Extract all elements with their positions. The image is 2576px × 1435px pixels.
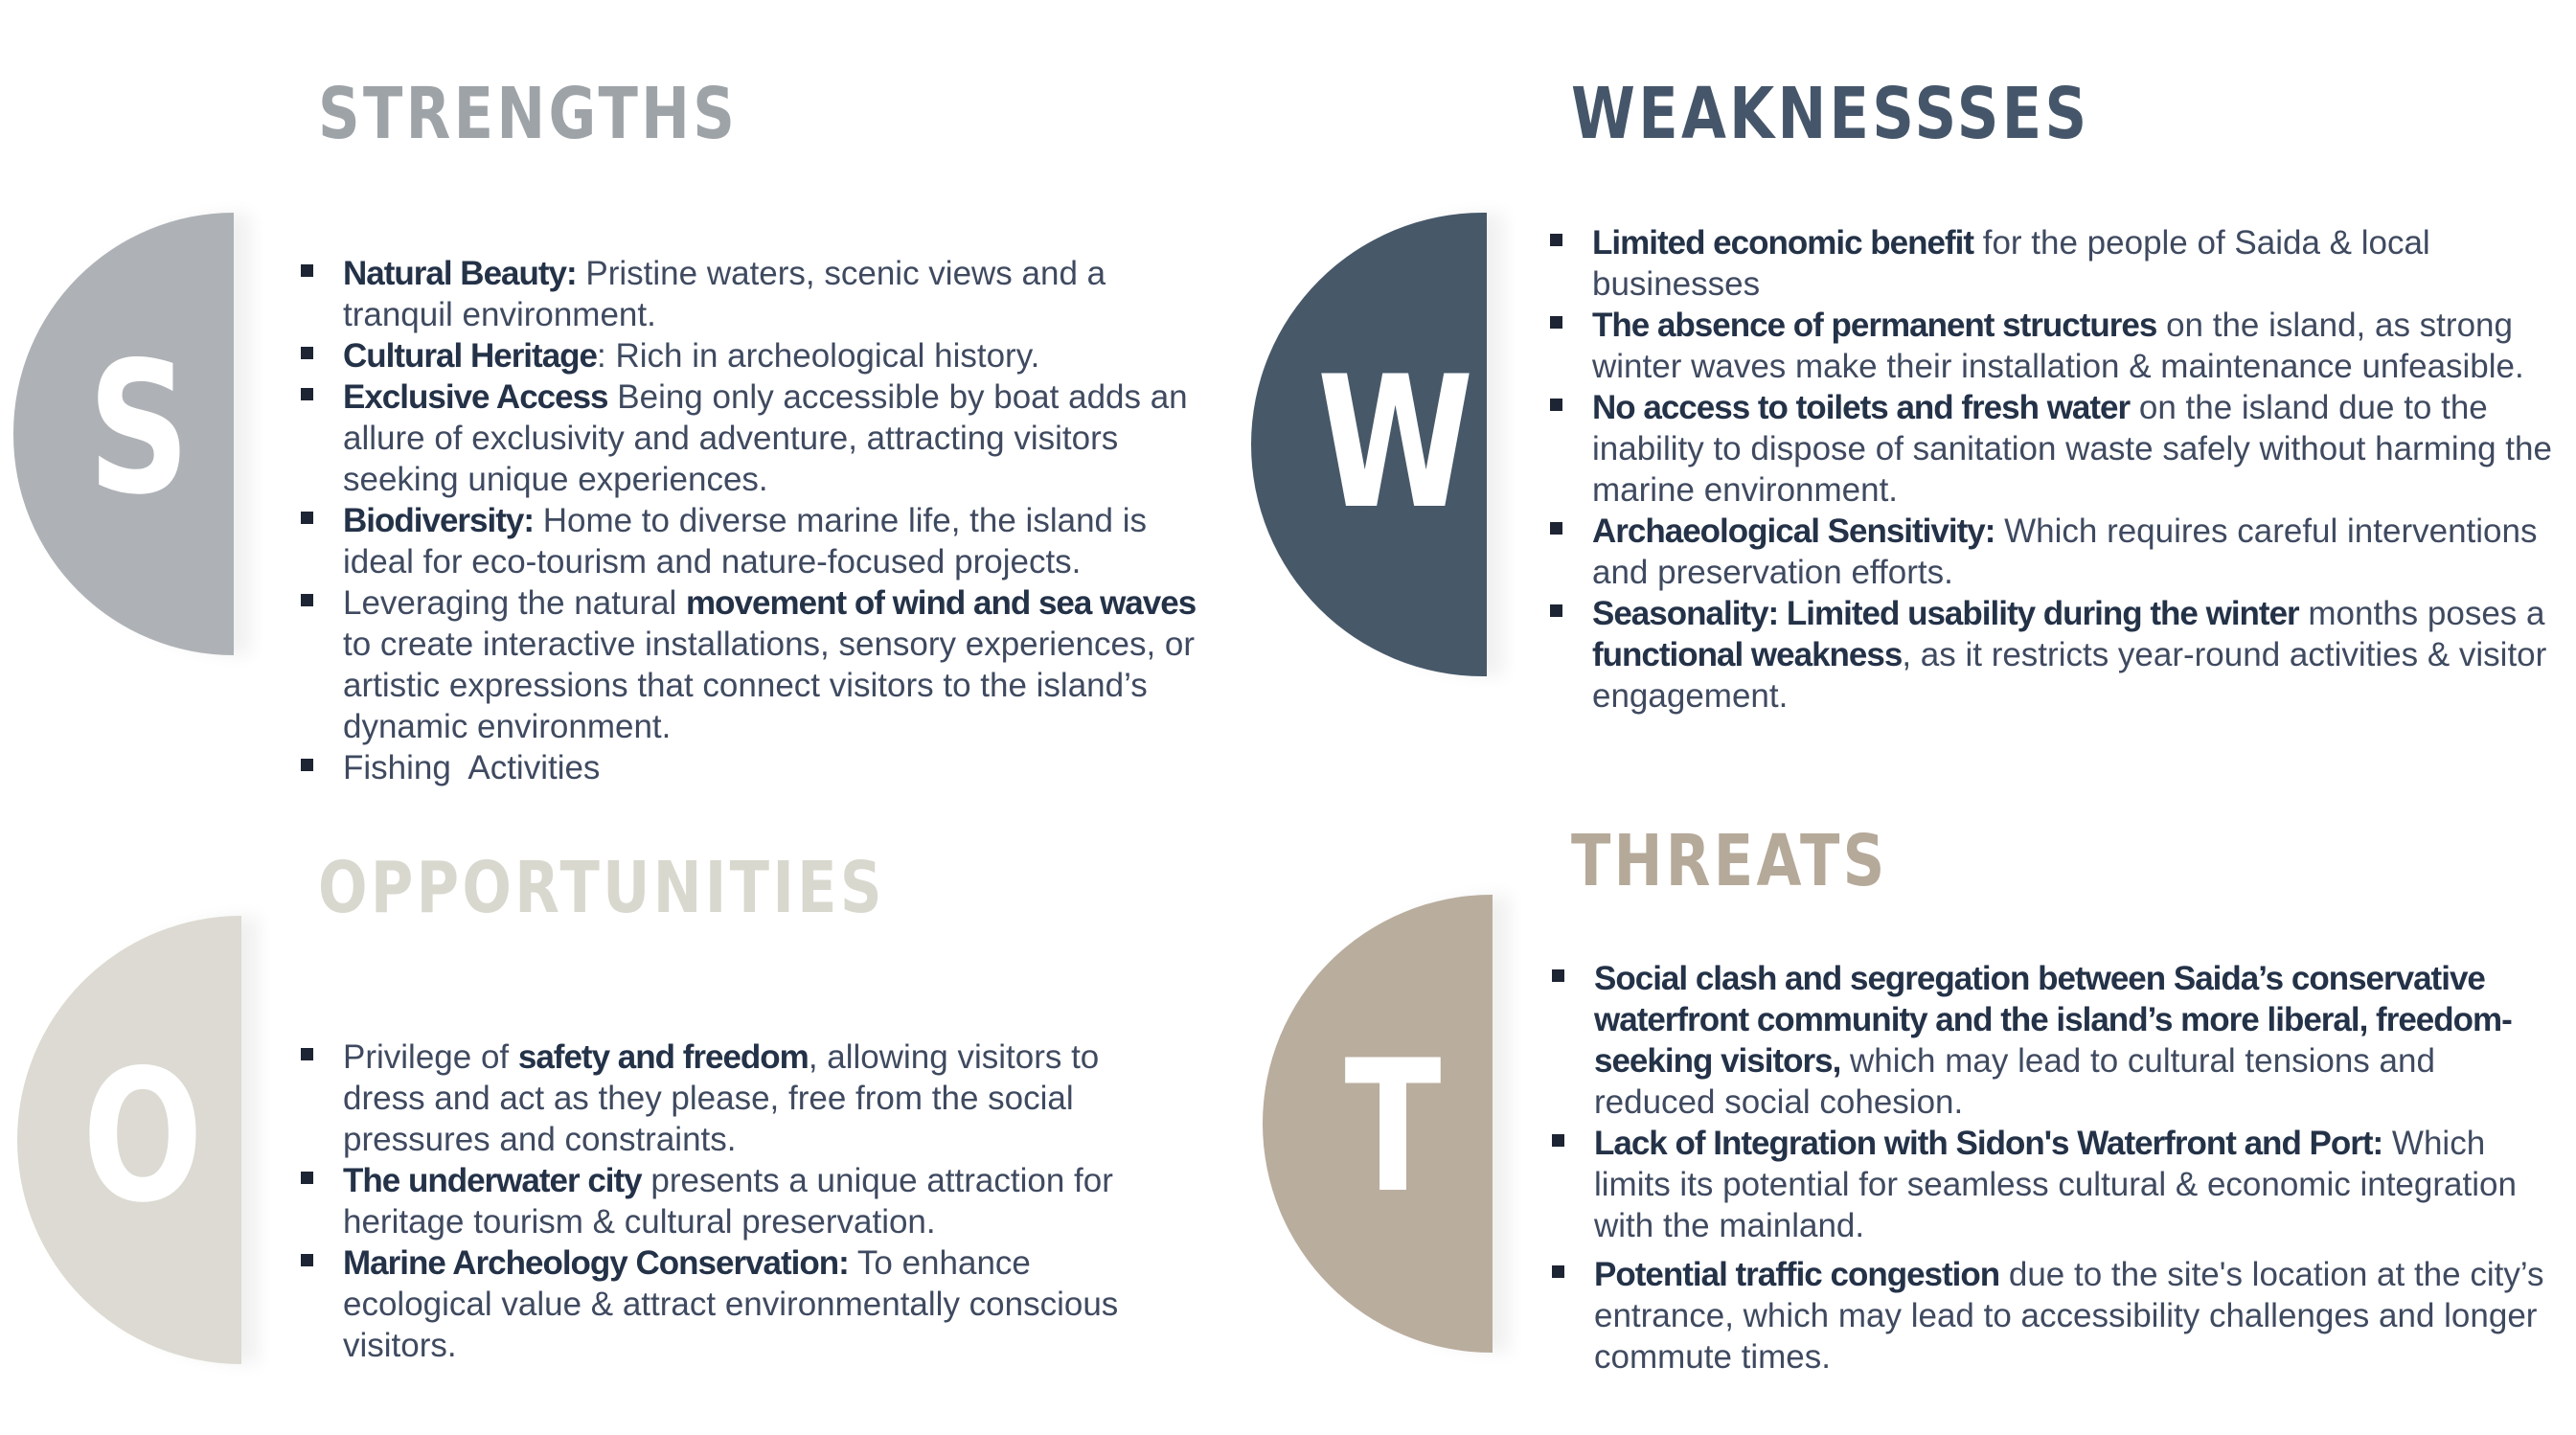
weaknesses-item: The absence of permanent structures on the island, as strong winter waves make their installation & maintenance unfeasible. <box>1550 305 2567 387</box>
weaknesses-letter: W <box>1316 337 1474 549</box>
opportunities-title: OPPORTUNITIES <box>318 847 885 929</box>
threats-list <box>1552 958 2558 1378</box>
weaknesses-item: No access to toilets and fresh water on the island due to the inability to dispose of sanitation waste safely without harming the marine environment. <box>1550 387 2567 511</box>
weaknesses-list <box>1550 222 2567 717</box>
opportunities-item: The underwater city presents a unique attraction for heritage tourism & cultural preservation. <box>301 1160 1163 1242</box>
opportunities-list <box>301 1036 1163 1366</box>
strengths-item: Leveraging the natural movement of wind and sea waves to create interactive installations, sensory experiences, or artistic expressions that connect visitors to the island’s dynamic environment. <box>301 582 1220 747</box>
weaknesses-item: Seasonality: Limited usability during the winter months poses a functional weakness, as it restricts year-round activities & visitor engagement. <box>1550 593 2567 717</box>
opportunities-item: Privilege of safety and freedom, allowing visitors to dress and act as they please, free from the social pressures and constraints. <box>301 1036 1163 1160</box>
threats-item: Social clash and segregation between Saida’s conservative waterfront community and the island’s more liberal, freedom-seeking visitors, which may lead to cultural tensions and reduced social cohesion. <box>1552 958 2558 1123</box>
strengths-item: Natural Beauty: Pristine waters, scenic views and a tranquil environment. <box>301 253 1220 335</box>
weaknesses-item: Limited economic benefit for the people of Saida & local businesses <box>1550 222 2567 305</box>
weaknesses-item: Archaeological Sensitivity: Which requires careful interventions and preservation efforts. <box>1550 511 2567 593</box>
strengths-title: STRENGTHS <box>318 73 739 155</box>
strengths-item: Cultural Heritage: Rich in archeological history. <box>301 335 1220 376</box>
strengths-item: Fishing Activities <box>301 747 1220 788</box>
strengths-item: Exclusive Access Being only accessible by boat adds an allure of exclusivity and adventure, attracting visitors seeking unique experiences. <box>301 376 1220 500</box>
threats-letter: T <box>1344 1021 1442 1233</box>
weaknesses-title: WEAKNESSSES <box>1571 73 2090 155</box>
threats-item: Potential traffic congestion due to the site's location at the city’s entrance, which may lead to accessibility challenges and longer commute times. <box>1552 1254 2558 1378</box>
strengths-list <box>301 253 1220 788</box>
threats-title: THREATS <box>1571 820 1888 902</box>
strengths-letter: S <box>87 323 191 535</box>
threats-item: Lack of Integration with Sidon's Waterfront and Port: Which limits its potential for seamless cultural & economic integration with the mainland. <box>1552 1123 2558 1246</box>
opportunities-item: Marine Archeology Conservation: To enhance ecological value & attract environmentally conscious visitors. <box>301 1242 1163 1366</box>
opportunities-letter: O <box>82 1031 203 1242</box>
strengths-item: Biodiversity: Home to diverse marine life, the island is ideal for eco-tourism and nature-focused projects. <box>301 500 1220 582</box>
